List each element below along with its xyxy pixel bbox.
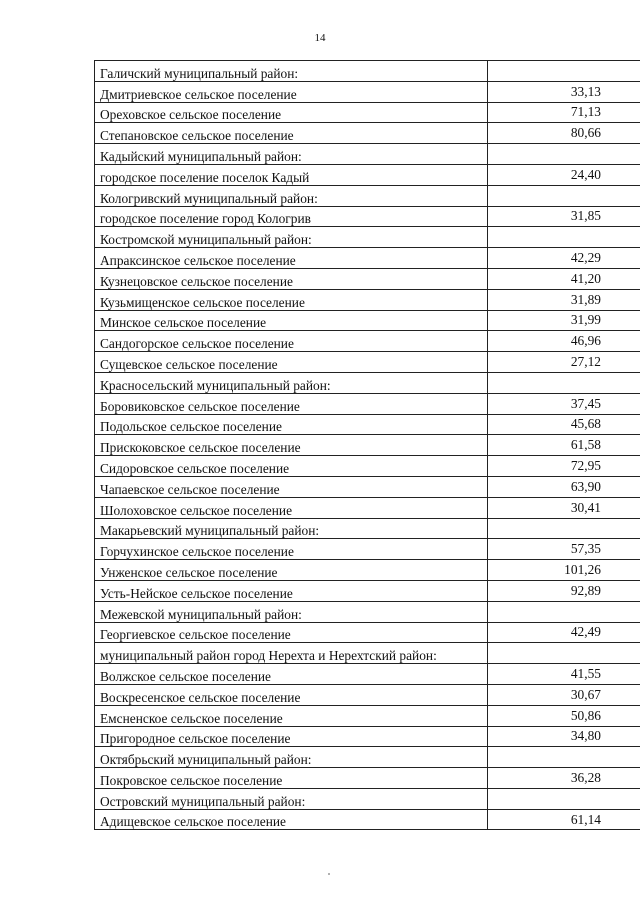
row-name-cell: Сущевское сельское поселение <box>95 352 488 373</box>
row-value-cell: 36,28 <box>488 768 640 789</box>
row-value-cell: 80,66 <box>488 123 640 144</box>
table-row <box>95 164 640 185</box>
footer-dot <box>328 873 330 875</box>
table-row <box>95 435 640 456</box>
row-value-cell: 42,49 <box>488 622 640 643</box>
table-row <box>95 372 640 393</box>
row-value-cell: 72,95 <box>488 456 640 477</box>
table-row <box>95 227 640 248</box>
row-value-cell: 31,99 <box>488 310 640 331</box>
row-name-cell: Кузьмищенское сельское поселение <box>95 289 488 310</box>
table-row <box>95 643 640 664</box>
row-value-cell <box>488 788 640 809</box>
row-name-cell: Макарьевский муниципальный район: <box>95 518 488 539</box>
row-value-cell <box>488 518 640 539</box>
table-row <box>95 539 640 560</box>
row-name-cell: городское поселение поселок Кадый <box>95 164 488 185</box>
row-value-cell: 30,67 <box>488 684 640 705</box>
row-value-cell <box>488 227 640 248</box>
row-name-cell: Адищевское сельское поселение <box>95 809 488 830</box>
row-name-cell: Минское сельское поселение <box>95 310 488 331</box>
row-name-cell: Чапаевское сельское поселение <box>95 476 488 497</box>
row-name-cell: Емсненское сельское поселение <box>95 705 488 726</box>
row-name-cell: Усть-Нейское сельское поселение <box>95 580 488 601</box>
table-row <box>95 393 640 414</box>
table-row <box>95 123 640 144</box>
table-row <box>95 809 640 830</box>
table-row <box>95 747 640 768</box>
table-row <box>95 331 640 352</box>
row-name-cell: Галичский муниципальный район: <box>95 61 488 82</box>
row-name-cell: Прискоковское сельское поселение <box>95 435 488 456</box>
row-value-cell: 71,13 <box>488 102 640 123</box>
row-value-cell <box>488 643 640 664</box>
row-value-cell: 57,35 <box>488 539 640 560</box>
row-name-cell: Боровиковское сельское поселение <box>95 393 488 414</box>
row-name-cell: Пригородное сельское поселение <box>95 726 488 747</box>
row-value-cell: 61,14 <box>488 809 640 830</box>
table-row <box>95 414 640 435</box>
table-row <box>95 601 640 622</box>
row-value-cell <box>488 144 640 165</box>
row-value-cell: 27,12 <box>488 352 640 373</box>
table-row <box>95 185 640 206</box>
row-value-cell <box>488 185 640 206</box>
row-name-cell: Покровское сельское поселение <box>95 768 488 789</box>
table-row <box>95 476 640 497</box>
table-row <box>95 580 640 601</box>
row-value-cell: 33,13 <box>488 81 640 102</box>
row-name-cell: Воскресенское сельское поселение <box>95 684 488 705</box>
row-name-cell: Сидоровское сельское поселение <box>95 456 488 477</box>
row-name-cell: Ореховское сельское поселение <box>95 102 488 123</box>
row-name-cell: Кологривский муниципальный район: <box>95 185 488 206</box>
row-value-cell <box>488 61 640 82</box>
row-name-cell: Шолоховское сельское поселение <box>95 497 488 518</box>
table-body <box>95 61 640 830</box>
table-row <box>95 684 640 705</box>
row-value-cell: 31,89 <box>488 289 640 310</box>
table-row <box>95 622 640 643</box>
row-value-cell <box>488 747 640 768</box>
table-row <box>95 518 640 539</box>
row-name-cell: Красносельский муниципальный район: <box>95 372 488 393</box>
table-row <box>95 497 640 518</box>
table-row <box>95 768 640 789</box>
row-name-cell: Кадыйский муниципальный район: <box>95 144 488 165</box>
row-value-cell: 45,68 <box>488 414 640 435</box>
row-value-cell <box>488 601 640 622</box>
row-value-cell: 34,80 <box>488 726 640 747</box>
table-row <box>95 456 640 477</box>
row-name-cell: Унженское сельское поселение <box>95 560 488 581</box>
table-row <box>95 61 640 82</box>
row-name-cell: Георгиевское сельское поселение <box>95 622 488 643</box>
row-name-cell: Кузнецовское сельское поселение <box>95 268 488 289</box>
row-name-cell: Межевской муниципальный район: <box>95 601 488 622</box>
row-name-cell: Волжское сельское поселение <box>95 664 488 685</box>
settlements-table <box>94 60 640 830</box>
row-value-cell: 31,85 <box>488 206 640 227</box>
row-value-cell: 92,89 <box>488 580 640 601</box>
row-name-cell: Костромской муниципальный район: <box>95 227 488 248</box>
table-row <box>95 144 640 165</box>
row-value-cell: 41,55 <box>488 664 640 685</box>
table-row <box>95 726 640 747</box>
table-row <box>95 560 640 581</box>
row-value-cell: 37,45 <box>488 393 640 414</box>
page-number: 14 <box>314 32 326 44</box>
table-row <box>95 81 640 102</box>
row-name-cell: Октябрьский муниципальный район: <box>95 747 488 768</box>
row-value-cell: 42,29 <box>488 248 640 269</box>
row-name-cell: муниципальный район город Нерехта и Нерехтский район: <box>95 643 488 664</box>
row-value-cell: 50,86 <box>488 705 640 726</box>
row-name-cell: Подольское сельское поселение <box>95 414 488 435</box>
row-name-cell: Степановское сельское поселение <box>95 123 488 144</box>
row-name-cell: Горчухинское сельское поселение <box>95 539 488 560</box>
table-row <box>95 268 640 289</box>
row-name-cell: Апраксинское сельское поселение <box>95 248 488 269</box>
table-row <box>95 664 640 685</box>
table-row <box>95 352 640 373</box>
table-row <box>95 248 640 269</box>
table-row <box>95 705 640 726</box>
table-row <box>95 206 640 227</box>
row-value-cell: 101,26 <box>488 560 640 581</box>
row-name-cell: городское поселение город Кологрив <box>95 206 488 227</box>
table-row <box>95 788 640 809</box>
row-value-cell: 41,20 <box>488 268 640 289</box>
table-row <box>95 289 640 310</box>
table-row <box>95 102 640 123</box>
table-row <box>95 310 640 331</box>
row-name-cell: Дмитриевское сельское поселение <box>95 81 488 102</box>
row-name-cell: Сандогорское сельское поселение <box>95 331 488 352</box>
row-value-cell: 30,41 <box>488 497 640 518</box>
row-name-cell: Островский муниципальный район: <box>95 788 488 809</box>
row-value-cell: 63,90 <box>488 476 640 497</box>
row-value-cell: 46,96 <box>488 331 640 352</box>
row-value-cell: 61,58 <box>488 435 640 456</box>
row-value-cell: 24,40 <box>488 164 640 185</box>
row-value-cell <box>488 372 640 393</box>
